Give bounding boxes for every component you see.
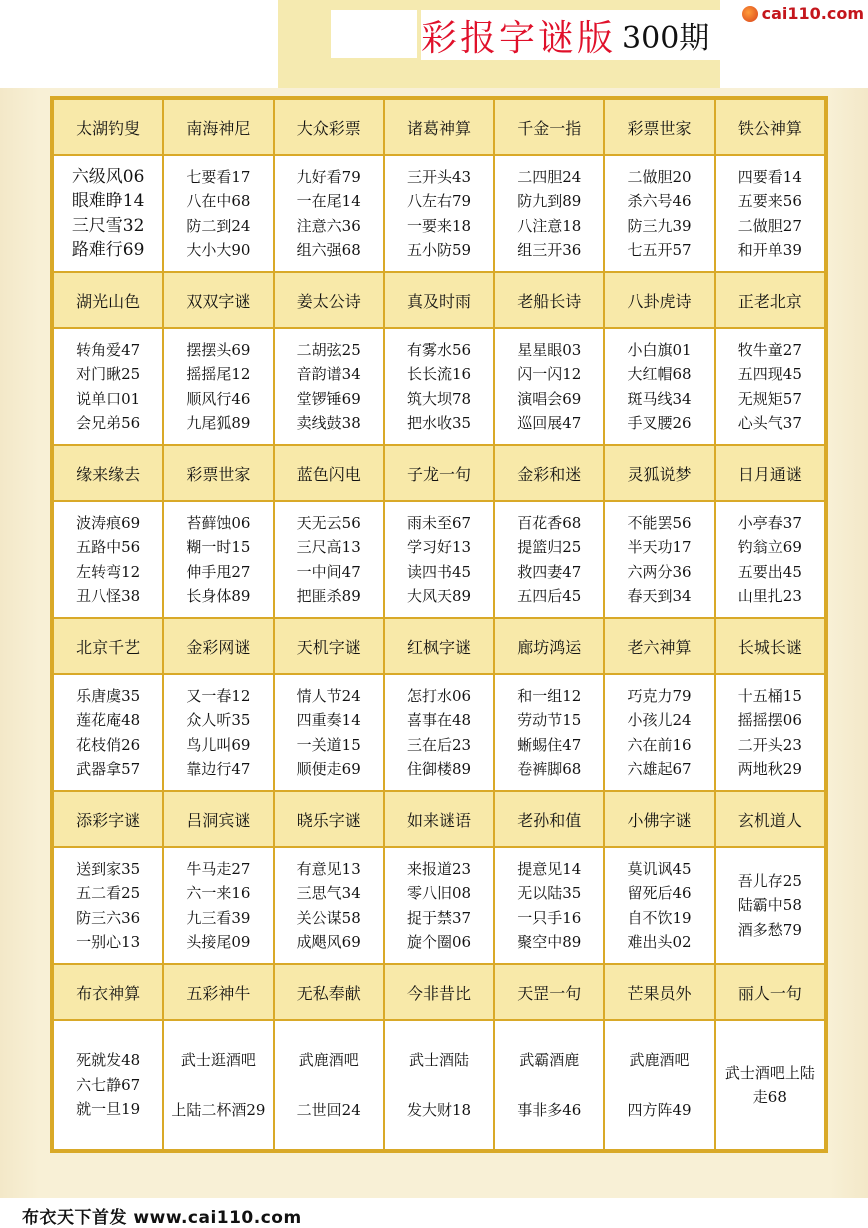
riddle-line: 小孩儿24 [627, 711, 692, 729]
riddle-line: 牧牛童27 [737, 340, 802, 359]
riddle-cell [164, 502, 272, 617]
riddle-line: 星星眼03 [517, 340, 582, 359]
header-row [54, 446, 824, 500]
column-title: 铁公神算 [716, 100, 824, 154]
riddle-line: 斑马线34 [627, 389, 692, 408]
riddle-cell [54, 675, 162, 790]
riddle-line: 五二看25 [76, 884, 141, 902]
riddle-line: 摆摆头69 [186, 340, 251, 359]
riddle-line: 零八旧08 [406, 884, 472, 902]
column-title: 金彩网谜 [164, 619, 272, 673]
riddle-line: 音韵谱34 [296, 365, 361, 383]
column-title: 太湖钓叟 [54, 100, 162, 154]
riddle-line: 送到家35 [76, 859, 141, 878]
column-title: 廊坊鸿运 [495, 619, 603, 673]
riddle-cell [385, 848, 493, 963]
riddle-cell [495, 329, 603, 444]
riddle-line: 雨未至67 [406, 513, 472, 532]
riddle-line: 苔藓蚀06 [186, 513, 251, 532]
riddle-line: 五要出45 [737, 562, 802, 581]
column-title: 添彩字谜 [54, 792, 162, 846]
riddle-line: 说单口01 [76, 389, 141, 408]
riddle-line: 武鹿酒吧 [298, 1051, 359, 1069]
column-title: 今非昔比 [385, 965, 493, 1019]
riddle-line: 和开单39 [737, 241, 802, 259]
riddle-line: 一别心13 [76, 933, 141, 951]
riddle-line: 对门瞅25 [76, 365, 141, 383]
riddle-cell [275, 1021, 383, 1149]
riddle-line: 不能罢56 [627, 513, 692, 532]
riddle-line: 长身体89 [186, 587, 251, 605]
content-row [54, 675, 824, 790]
riddle-cell [275, 675, 383, 790]
riddle-line: 六雄起67 [627, 760, 692, 778]
riddle-line: 武霸酒鹿 [519, 1051, 580, 1069]
riddle-line: 情人节24 [296, 686, 361, 705]
riddle-line: 和一组12 [517, 686, 582, 705]
riddle-line: 六在前16 [627, 735, 692, 754]
riddle-line: 五小防59 [406, 241, 472, 259]
riddle-line: 三尺高13 [296, 538, 361, 556]
column-title: 如来谜语 [385, 792, 493, 846]
riddle-line: 头接尾09 [186, 933, 251, 951]
riddle-line: 一只手16 [517, 908, 582, 927]
riddle-table [52, 98, 826, 1151]
column-title: 五彩神牛 [164, 965, 272, 1019]
riddle-line: 十五桶15 [737, 686, 802, 705]
riddle-line: 提意见14 [517, 859, 582, 878]
riddle-line: 旋个圈06 [406, 933, 472, 951]
column-title: 天罡一句 [495, 965, 603, 1019]
riddle-line: 六两分36 [627, 562, 692, 581]
riddle-cell [54, 156, 162, 271]
riddle-line: 闪一闪12 [517, 365, 582, 383]
riddle-cell [716, 156, 824, 271]
riddle-line: 九尾狐89 [186, 414, 251, 432]
riddle-line: 把水收35 [406, 414, 472, 432]
riddle-line: 四方阵49 [627, 1101, 692, 1119]
riddle-cell [275, 502, 383, 617]
riddle-line: 二做胆20 [627, 167, 692, 186]
riddle-cell [54, 329, 162, 444]
riddle-cell [605, 848, 713, 963]
header-blank-area [331, 10, 417, 58]
riddle-line: 一关道15 [296, 735, 361, 754]
riddle-line: 住御楼89 [406, 760, 472, 778]
riddle-line: 就一旦19 [76, 1100, 141, 1119]
riddle-cell [495, 1021, 603, 1149]
column-title: 湖光山色 [54, 273, 162, 327]
riddle-cell [164, 1021, 272, 1149]
riddle-line: 半天功17 [627, 538, 692, 556]
riddle-line: 小亭春37 [737, 513, 802, 532]
column-title: 天机字谜 [275, 619, 383, 673]
riddle-line: 五四现45 [737, 365, 802, 383]
riddle-line: 摇摇尾12 [186, 365, 251, 383]
riddle-line: 一中间47 [296, 562, 361, 581]
riddle-line: 巧克力79 [627, 686, 692, 705]
column-title: 八卦虎诗 [605, 273, 713, 327]
riddle-line: 波涛痕69 [76, 513, 141, 532]
column-title: 吕洞宾谜 [164, 792, 272, 846]
riddle-line: 救四妻47 [517, 562, 582, 581]
riddle-line: 众人听35 [186, 711, 251, 729]
riddle-cell [716, 502, 824, 617]
riddle-line: 走68 [752, 1088, 787, 1106]
column-title: 诸葛神算 [385, 100, 493, 154]
riddle-line: 钓翁立69 [737, 538, 802, 556]
riddle-cell [605, 502, 713, 617]
riddle-line: 组六强68 [296, 241, 361, 259]
riddle-cell [716, 675, 824, 790]
logo-icon [742, 6, 758, 22]
riddle-cell [275, 156, 383, 271]
riddle-cell [385, 1021, 493, 1149]
site-logo[interactable] [742, 4, 864, 23]
column-title: 布衣神算 [54, 965, 162, 1019]
column-title: 大众彩票 [275, 100, 383, 154]
riddle-cell [716, 329, 824, 444]
riddle-line: 卷裤脚68 [517, 760, 582, 778]
riddle-line: 喜事在48 [406, 711, 472, 729]
column-title: 晓乐字谜 [275, 792, 383, 846]
riddle-cell [54, 848, 162, 963]
riddle-line: 自不饮19 [627, 908, 692, 927]
riddle-line: 武士酒陆 [408, 1051, 469, 1069]
riddle-line: 成飓风69 [296, 933, 361, 951]
riddle-line: 注意六36 [296, 216, 361, 235]
riddle-line: 防三九39 [627, 216, 692, 235]
riddle-line: 来报道23 [406, 859, 472, 878]
riddle-cell [54, 1021, 162, 1149]
column-title: 真及时雨 [385, 273, 493, 327]
riddle-line: 鸟儿叫69 [186, 735, 251, 754]
riddle-line: 四要看14 [737, 167, 802, 186]
riddle-line: 防九到89 [517, 192, 582, 210]
riddle-line: 莲花庵48 [76, 711, 141, 729]
riddle-line: 读四书45 [406, 562, 472, 581]
riddle-line: 三开头43 [406, 167, 472, 186]
riddle-cell [164, 329, 272, 444]
content-row [54, 329, 824, 444]
column-title: 老船长诗 [495, 273, 603, 327]
column-title: 千金一指 [495, 100, 603, 154]
riddle-table-wrapper [50, 96, 828, 1153]
riddle-cell [385, 675, 493, 790]
riddle-line: 靠边行47 [186, 760, 251, 778]
riddle-line: 吾儿存25 [737, 871, 802, 890]
riddle-cell [495, 156, 603, 271]
riddle-cell [605, 156, 713, 271]
riddle-line: 七五开57 [627, 241, 692, 259]
content-row [54, 156, 824, 271]
riddle-line: 一要来18 [406, 216, 472, 235]
column-title: 双双字谜 [164, 273, 272, 327]
column-title: 北京千艺 [54, 619, 162, 673]
riddle-line: 山里扎23 [737, 587, 802, 605]
riddle-line: 巡回展47 [517, 414, 582, 432]
riddle-line: 发大财18 [406, 1101, 472, 1119]
riddle-line: 事非多46 [517, 1101, 582, 1119]
riddle-line: 上陆二杯酒29 [171, 1101, 266, 1119]
riddle-line: 大风天89 [406, 587, 472, 605]
riddle-line: 九三看39 [186, 908, 251, 927]
header-row [54, 100, 824, 154]
riddle-line: 捉于禁37 [406, 908, 472, 927]
riddle-line: 二四胆24 [517, 167, 582, 186]
riddle-line: 四重奏14 [296, 711, 361, 729]
riddle-line: 把匪杀89 [296, 587, 361, 605]
column-title: 南海神尼 [164, 100, 272, 154]
riddle-line: 演唱会69 [517, 389, 582, 408]
riddle-cell [385, 502, 493, 617]
riddle-line: 伸手甩27 [186, 562, 251, 581]
riddle-line: 转角爱47 [76, 340, 141, 359]
riddle-line: 大小大90 [186, 241, 251, 259]
page-title [421, 10, 721, 60]
riddle-line: 乐唐虞35 [76, 686, 141, 705]
riddle-line: 丑八怪38 [76, 587, 141, 605]
riddle-line: 六一来16 [186, 884, 251, 902]
riddle-line: 有雾水56 [406, 340, 472, 359]
riddle-line: 八注意18 [517, 216, 582, 235]
riddle-cell [164, 675, 272, 790]
riddle-line: 怎打水06 [406, 686, 472, 705]
column-title: 缘来缘去 [54, 446, 162, 500]
riddle-line: 留死后46 [627, 884, 692, 902]
riddle-cell [385, 329, 493, 444]
riddle-line: 八左右79 [406, 192, 472, 210]
riddle-line: 眼难睁14 [71, 191, 145, 211]
riddle-line: 筑大坝78 [406, 389, 472, 408]
riddle-cell [164, 156, 272, 271]
riddle-line: 聚空中89 [517, 933, 582, 951]
riddle-line: 组三开36 [517, 241, 582, 259]
riddle-line: 武鹿酒吧 [629, 1051, 690, 1069]
riddle-cell [54, 502, 162, 617]
riddle-line: 劳动节15 [517, 711, 582, 729]
riddle-cell [495, 502, 603, 617]
header-row [54, 619, 824, 673]
riddle-line: 酒多愁79 [737, 920, 802, 939]
title-text: 彩报字谜版 [421, 17, 617, 59]
column-title: 子龙一句 [385, 446, 493, 500]
riddle-line: 花枝俏26 [76, 735, 141, 754]
riddle-line: 天无云56 [296, 513, 361, 532]
riddle-line: 大红帽68 [627, 365, 692, 383]
riddle-line: 防三六36 [76, 908, 141, 927]
riddle-line: 武士逛酒吧 [180, 1051, 256, 1069]
riddle-line: 路难行69 [71, 240, 145, 260]
content-row [54, 1021, 824, 1149]
column-title: 姜太公诗 [275, 273, 383, 327]
column-title: 小佛字谜 [605, 792, 713, 846]
riddle-line: 牛马走27 [186, 859, 251, 878]
content-row [54, 848, 824, 963]
riddle-line: 三思气34 [296, 884, 361, 902]
riddle-line: 三在后23 [406, 735, 472, 754]
riddle-line: 杀六号46 [627, 192, 692, 210]
riddle-line: 糊一时15 [186, 538, 251, 556]
riddle-line: 摇摇摆06 [737, 711, 802, 729]
riddle-line: 堂锣锤69 [296, 389, 361, 408]
riddle-cell [605, 329, 713, 444]
riddle-cell [164, 848, 272, 963]
riddle-line: 陆霸中58 [737, 896, 802, 915]
riddle-line: 九好看79 [296, 167, 361, 186]
header-row [54, 965, 824, 1019]
riddle-line: 六七静67 [76, 1075, 141, 1094]
riddle-line: 五要来56 [737, 192, 802, 210]
riddle-line: 左转弯12 [76, 562, 141, 581]
column-title: 红枫字谜 [385, 619, 493, 673]
column-title: 无私奉献 [275, 965, 383, 1019]
riddle-line: 难出头02 [627, 933, 692, 951]
riddle-cell [275, 329, 383, 444]
column-title: 芒果员外 [605, 965, 713, 1019]
riddle-cell [605, 675, 713, 790]
issue-number: 300期 [622, 21, 710, 56]
riddle-line: 学习好13 [406, 538, 472, 556]
riddle-line: 会兄弟56 [76, 414, 141, 432]
riddle-line: 有意见13 [296, 859, 361, 878]
column-title: 玄机道人 [716, 792, 824, 846]
riddle-line: 五路中56 [76, 538, 141, 556]
riddle-line: 手叉腰26 [627, 414, 692, 432]
riddle-line: 死就发48 [76, 1051, 141, 1070]
column-title: 丽人一句 [716, 965, 824, 1019]
footer-text: 布衣天下首发 www.cai110.com [22, 1208, 302, 1228]
riddle-line: 防二到24 [186, 216, 251, 235]
riddle-line: 又一春12 [186, 686, 251, 705]
riddle-line: 顺风行46 [186, 389, 251, 408]
logo-text: cai110.com [761, 4, 864, 23]
riddle-cell [385, 156, 493, 271]
riddle-line: 小白旗01 [627, 340, 692, 359]
riddle-line: 二世回24 [296, 1101, 361, 1119]
riddle-line: 心头气37 [737, 414, 802, 432]
content-row [54, 502, 824, 617]
riddle-line: 卖线鼓38 [296, 414, 361, 432]
riddle-line: 春天到34 [627, 587, 692, 605]
column-title: 正老北京 [716, 273, 824, 327]
riddle-line: 无以陆35 [517, 884, 582, 902]
column-title: 老六神算 [605, 619, 713, 673]
column-title: 彩票世家 [164, 446, 272, 500]
riddle-line: 两地秋29 [737, 760, 802, 778]
riddle-line: 提篮归25 [517, 538, 582, 556]
column-title: 日月通谜 [716, 446, 824, 500]
riddle-cell [495, 675, 603, 790]
riddle-line: 蜥蜴住47 [517, 735, 582, 754]
riddle-line: 无规矩57 [737, 389, 802, 408]
riddle-line: 六级风06 [71, 166, 145, 187]
riddle-cell [275, 848, 383, 963]
header-row [54, 273, 824, 327]
riddle-cell [495, 848, 603, 963]
riddle-line: 百花香68 [517, 513, 582, 532]
riddle-line: 二做胆27 [737, 216, 802, 235]
column-title: 彩票世家 [605, 100, 713, 154]
riddle-cell [716, 1021, 824, 1149]
riddle-line: 莫讥讽45 [627, 859, 692, 878]
riddle-line: 八在中68 [186, 192, 251, 210]
column-title: 蓝色闪电 [275, 446, 383, 500]
riddle-line: 长长流16 [406, 365, 472, 383]
riddle-line: 二开头23 [737, 735, 802, 754]
riddle-line: 三尺雪32 [71, 215, 145, 236]
riddle-line: 一在尾14 [296, 192, 361, 210]
riddle-line: 五四后45 [517, 587, 582, 605]
column-title: 长城长谜 [716, 619, 824, 673]
riddle-line: 武器拿57 [76, 760, 141, 778]
header-row [54, 792, 824, 846]
riddle-line: 顺便走69 [296, 760, 361, 778]
column-title: 灵狐说梦 [605, 446, 713, 500]
riddle-line: 二胡弦25 [296, 340, 361, 359]
column-title: 老孙和值 [495, 792, 603, 846]
riddle-cell [716, 848, 824, 963]
riddle-line: 七要看17 [186, 167, 251, 186]
riddle-line: 武士酒吧上陆 [724, 1063, 815, 1082]
column-title: 金彩和迷 [495, 446, 603, 500]
riddle-cell [605, 1021, 713, 1149]
riddle-line: 关公谋58 [296, 908, 361, 927]
